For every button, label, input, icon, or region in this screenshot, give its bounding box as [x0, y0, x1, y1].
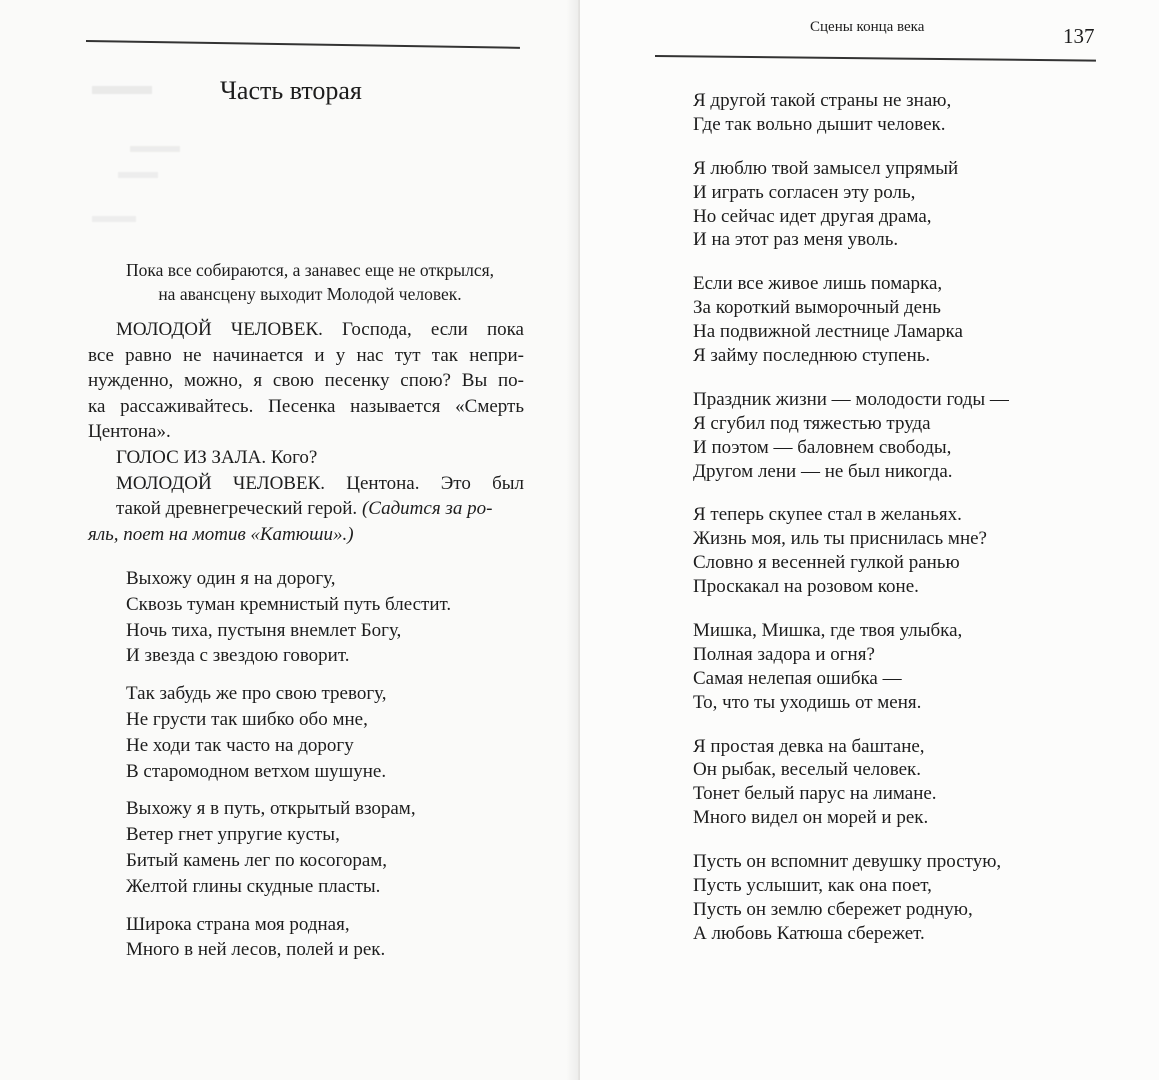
stage-direction-line: Пока все собираются, а занавес еще не открылся,: [125, 260, 495, 280]
header-rule: [86, 40, 520, 48]
verse-line: Я сгубил под тяжестью труда: [693, 412, 931, 434]
verse-line: Много видел он морей и рек.: [693, 807, 929, 829]
verse-line: Где так вольно дышит человек.: [693, 113, 946, 135]
prose-line: все равно не начинается и у нас тут так непри-: [88, 344, 524, 366]
verse-line: Ночь тиха, пустыня внемлет Богу,: [126, 619, 402, 641]
verse-line: Битый камень лег по косогорам,: [126, 849, 388, 871]
prose-line: яль, поет на мотив «Катюши».): [88, 523, 354, 545]
verse-line: За короткий выморочный день: [693, 297, 941, 319]
verse-line: Я теперь скупее стал в желаньях.: [693, 504, 962, 526]
song-verses-left: [126, 566, 526, 975]
show-through-text: [118, 172, 158, 178]
verse-line: Не ходи так часто на дорогу: [126, 734, 354, 756]
prose-line-plain: такой древнегреческий герой.: [116, 498, 362, 520]
verse-line: Полная задора и огня?: [693, 643, 875, 665]
show-through-text: [130, 146, 180, 152]
stanza: [693, 272, 1093, 368]
stanza: [126, 912, 526, 964]
prose-line: ка рассаживайтесь. Песенка называется «Смерть: [88, 395, 524, 417]
verse-line: Жизнь моя, иль ты приснилась мне?: [693, 528, 987, 550]
verse-line: Мишка, Мишка, где твоя улыбка,: [693, 620, 963, 642]
dialogue-prose: [88, 317, 524, 547]
verse-line: Проскакал на розовом коне.: [693, 576, 919, 598]
stanza: [693, 388, 1093, 484]
running-head: Сцены конца века: [810, 19, 925, 35]
stanza: [693, 619, 1093, 715]
verse-line: А любовь Катюша сбережет.: [693, 922, 925, 944]
verse-line: Если все живое лишь помарка,: [693, 273, 943, 295]
stanza: [693, 89, 1093, 137]
stanza: [693, 503, 1093, 599]
verse-line: То, что ты уходишь от меня.: [693, 691, 922, 713]
left-page: [0, 0, 578, 1080]
verse-line: Выхожу один я на дорогу,: [126, 568, 336, 589]
verse-line: Много в ней лесов, полей и рек.: [126, 939, 386, 961]
prose-line: нужденно, можно, я свою песенку спою? Вы по-: [88, 370, 524, 392]
verse-line: Я другой такой страны не знаю,: [693, 90, 952, 111]
verse-line: Другом лени — не был никогда.: [693, 460, 953, 482]
verse-line: Пусть услышит, как она поет,: [693, 875, 932, 897]
prose-line: МОЛОДОЙ ЧЕЛОВЕК. Господа, если пока: [116, 319, 524, 340]
verse-line: И звезда с звездою говорит.: [126, 645, 350, 667]
prose-line: ГОЛОС ИЗ ЗАЛА. Кого?: [116, 446, 318, 468]
verse-line: Так забудь же про свою тревогу,: [126, 683, 387, 705]
prose-line: Центона».: [88, 421, 171, 443]
prose-line: МОЛОДОЙ ЧЕЛОВЕК. Центона. Это был: [116, 472, 524, 494]
verse-line: Праздник жизни — молодости годы —: [693, 388, 1009, 410]
verse-line: Он рыбак, веселый человек.: [693, 759, 922, 781]
verse-line: Не грусти так шибко обо мне,: [126, 708, 368, 730]
part-title: Часть вторая: [220, 76, 362, 105]
stage-direction-line: на авансцену выходит Молодой человек.: [158, 284, 462, 304]
verse-line: Я простая девка на баштане,: [693, 735, 925, 757]
verse-line: Широка страна моя родная,: [126, 913, 350, 935]
verse-line: Я люблю твой замысел упрямый: [693, 157, 959, 179]
prose-line: [88, 496, 524, 522]
verse-line: И играть согласен эту роль,: [693, 181, 916, 203]
verse-line: Словно я весенней гулкой ранью: [693, 552, 960, 574]
show-through-text: [92, 216, 136, 222]
verse-line: Ветер гнет упругие кусты,: [126, 824, 340, 846]
verse-line: Выхожу я в путь, открытый взорам,: [126, 798, 416, 820]
verse-line: Тонет белый парус на лимане.: [693, 783, 937, 805]
prose-line-italic: (Садится за ро-: [361, 498, 493, 520]
verse-line: На подвижной лестнице Ламарка: [693, 321, 963, 343]
verse-line: И на этот раз меня уволь.: [693, 229, 899, 251]
stage-direction: [100, 258, 520, 306]
show-through-text: [92, 86, 152, 94]
song-verses-right: [693, 89, 1093, 966]
verse-line: Пусть он землю сбережет родную,: [693, 898, 973, 920]
verse-line: Я займу последнюю ступень.: [693, 345, 931, 367]
verse-line: Пусть он вспомнит девушку простую,: [693, 851, 1002, 873]
verse-line: В старомодном ветхом шушуне.: [126, 760, 387, 782]
verse-line: Самая нелепая ошибка —: [693, 667, 902, 689]
stanza: [693, 735, 1093, 831]
verse-line: И поэтом — баловнем свободы,: [693, 436, 952, 458]
stanza: [693, 157, 1093, 253]
verse-line: Желтой глины скудные пласты.: [126, 875, 381, 897]
stanza: [693, 850, 1093, 946]
verse-line: Сквозь туман кремнистый путь блестит.: [126, 593, 452, 615]
stanza: [126, 681, 526, 784]
stanza: [126, 566, 526, 669]
page-number: 137: [1063, 24, 1095, 48]
verse-line: Но сейчас идет другая драма,: [693, 205, 932, 227]
stanza: [126, 796, 526, 899]
